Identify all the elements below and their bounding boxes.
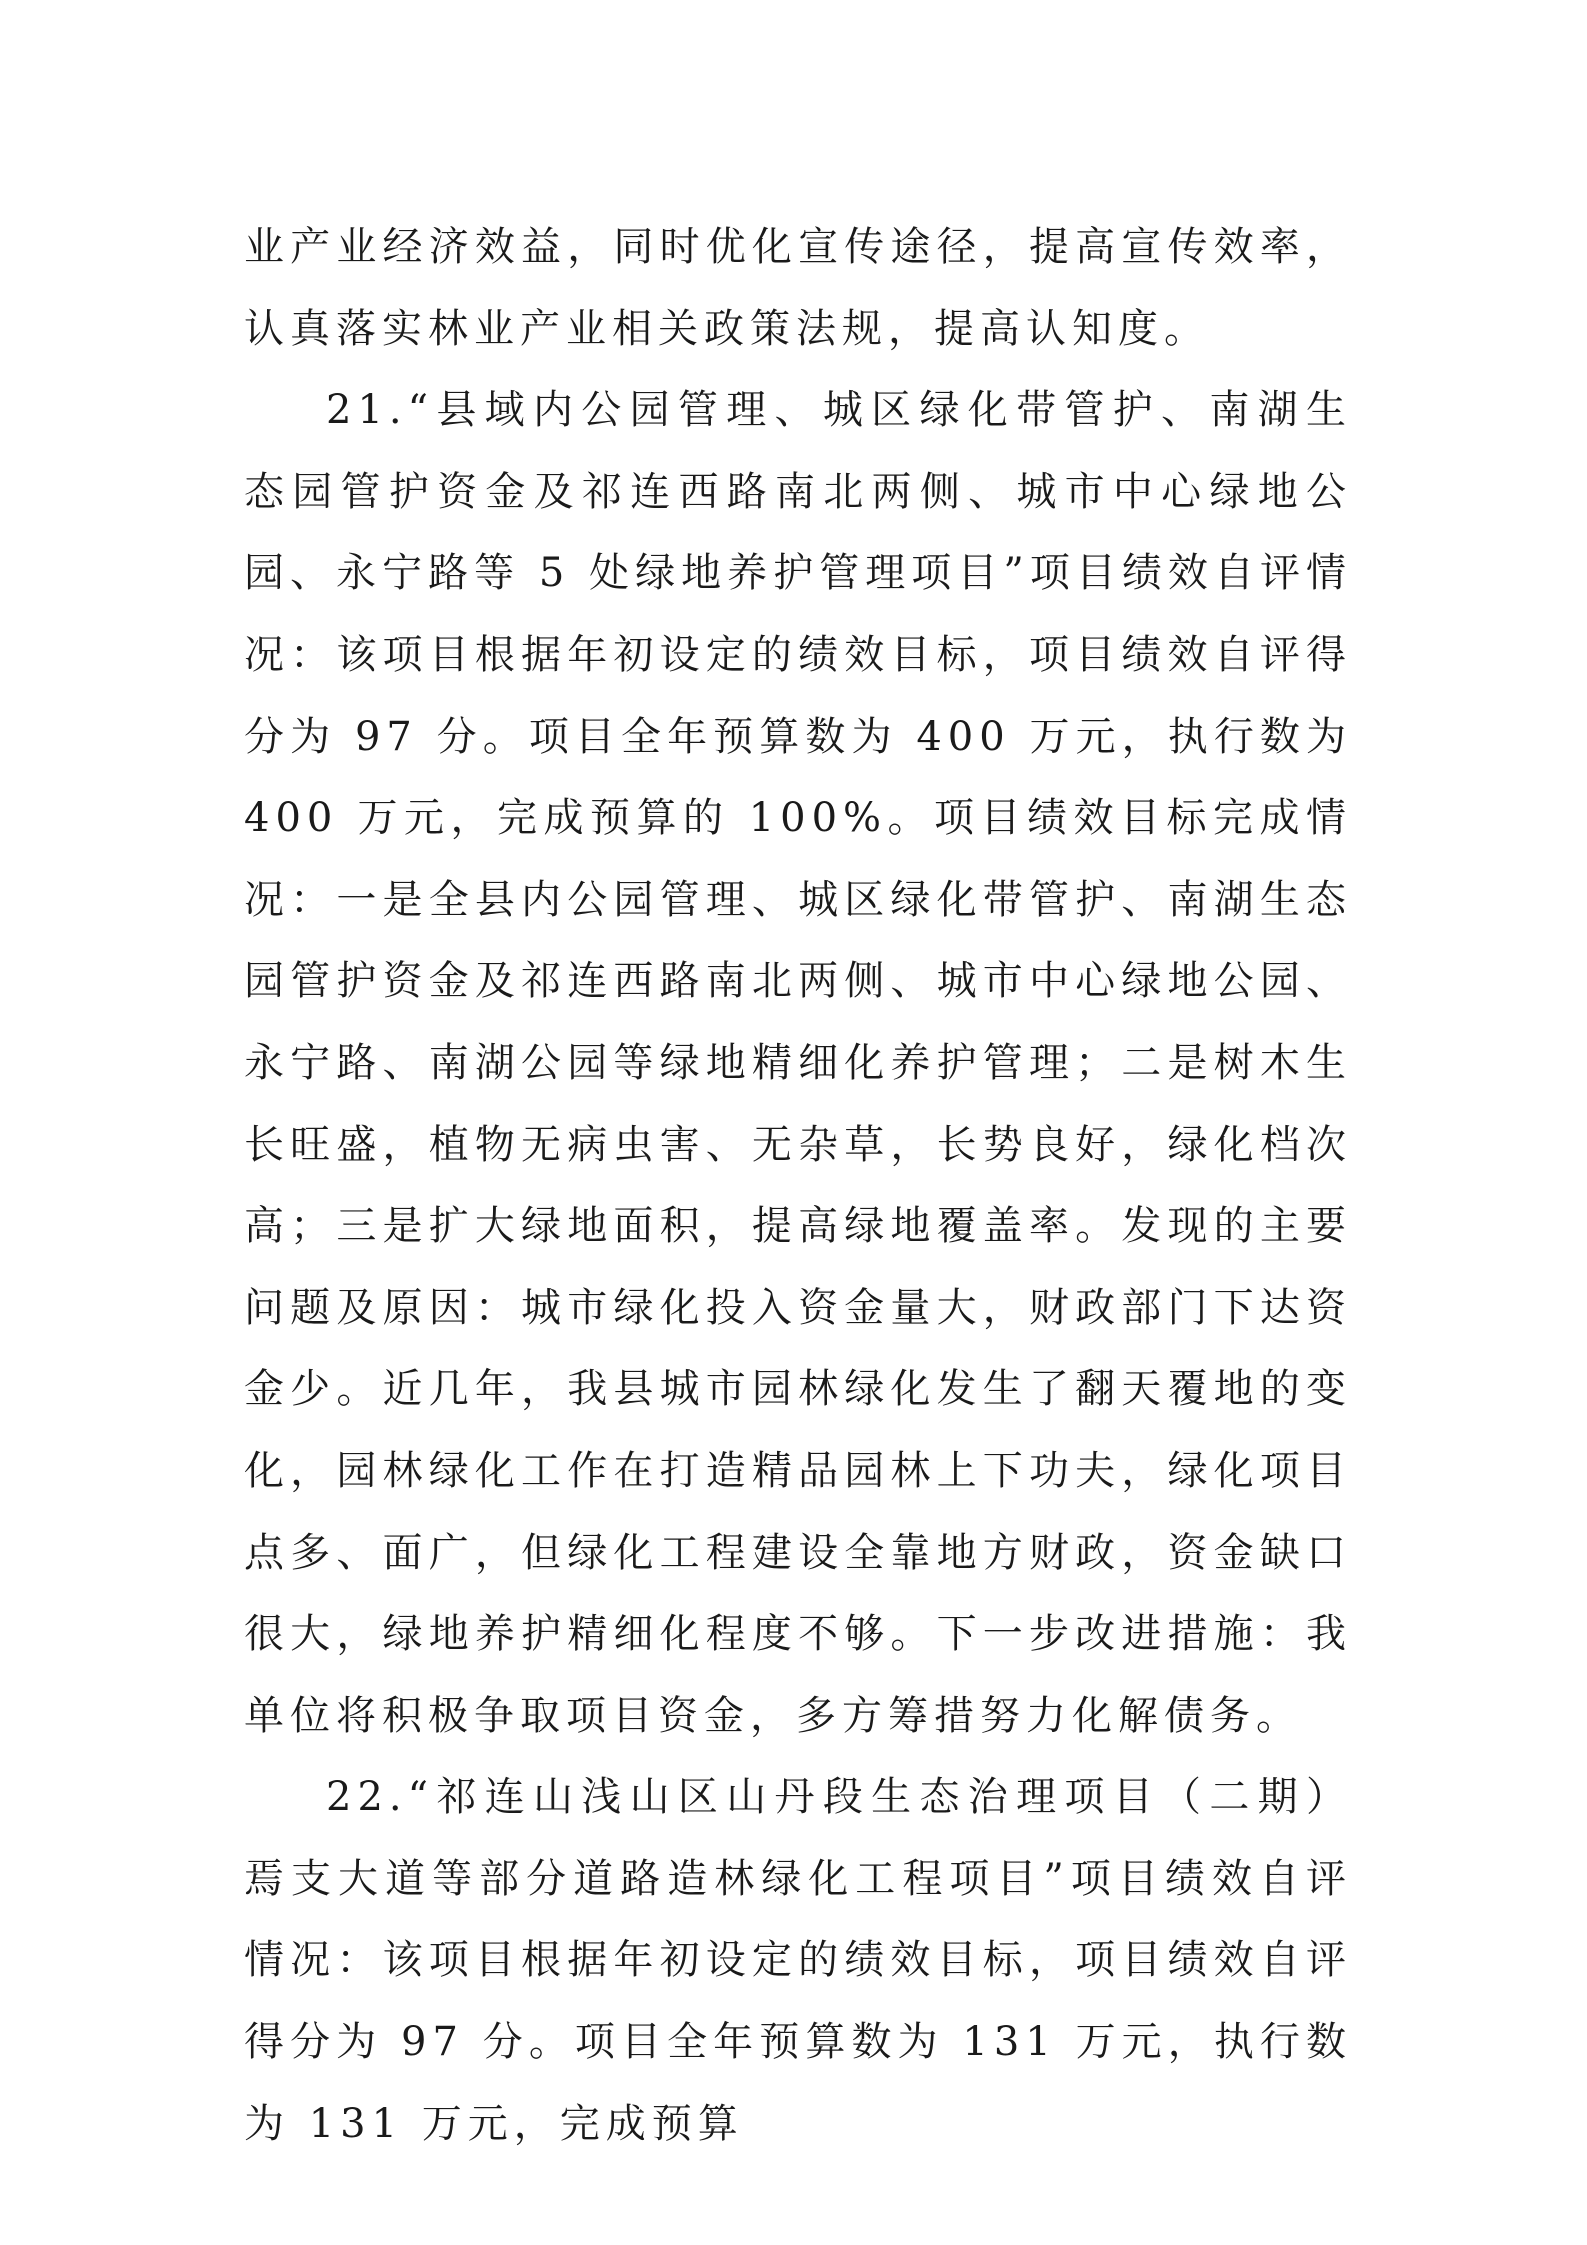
paragraph-continuation: 业产业经济效益，同时优化宣传途径，提高宣传效率，认真落实林业产业相关政策法规，提高认知度。 [244,224,1352,352]
paragraph-item-22: 22.“祁连山浅山区山丹段生态治理项目（二期）焉支大道等部分道路造林绿化工程项目”项目绩效自评情况：该项目根据年初设定的绩效目标，项目绩效自评得分为 97 分。项目全年预算数为 131 万元，执行数为 131 万元，完成预算 [244,1774,1352,2147]
document-body [244,207,1352,2165]
paragraph-item-21: 21.“县域内公园管理、城区绿化带管护、南湖生态园管护资金及祁连西路南北两侧、城市中心绿地公园、永宁路等 5 处绿地养护管理项目”项目绩效自评情况：该项目根据年初设定的绩效目标，项目绩效自评得分为 97 分。项目全年预算数为 400 万元，执行数为 400 万元，完成预算的 100%。项目绩效目标完成情况：一是全县内公园管理、城区绿化带管护、南湖生态园管护资金及祁连西路南北两侧、城市中心绿地公园、永宁路、南湖公园等绿地精细化养护管理；二是树木生长旺盛，植物无病虫害、无杂草，长势良好，绿化档次高；三是扩大绿地面积，提高绿地覆盖率。发现的主要问题及原因：城市绿化投入资金量大，财政部门下达资金少。近几年，我县城市园林绿化发生了翻天覆地的变化，园林绿化工作在打造精品园林上下功夫，绿化项目点多、面广，但绿化工程建设全靠地方财政，资金缺口很大，绿地养护精细化程度不够。下一步改进措施：我单位将积极争取项目资金，多方筹措努力化解债务。 [244,387,1352,1739]
